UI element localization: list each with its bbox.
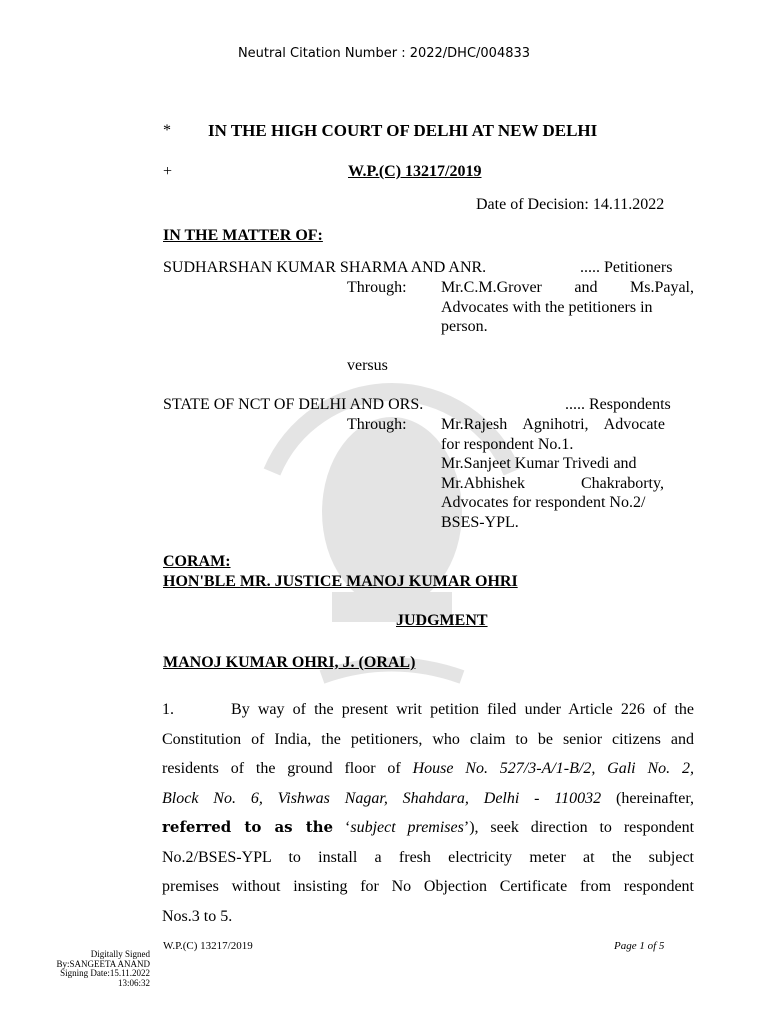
paragraph-text: ‘ (333, 819, 351, 836)
petitioner-counsel-line: person. (441, 318, 488, 335)
respondent-through: Through: (347, 416, 407, 433)
versus-label: versus (347, 357, 388, 374)
respondent-counsel-line: Mr.Sanjeet Kumar Trivedi and (441, 455, 637, 472)
petitioner-name: SUDHARSHAN KUMAR SHARMA AND ANR. (163, 259, 487, 276)
respondent-counsel-line: for respondent No.1. (441, 436, 574, 453)
signature-line: By:SANGEETA ANAND (56, 958, 150, 969)
digital-signature (30, 950, 150, 988)
judgment-heading: JUDGMENT (396, 612, 488, 629)
petitioner-through: Through: (347, 279, 407, 296)
defined-term: subject premises (350, 819, 464, 836)
paragraph-line: Nos.3 to 5. (162, 907, 233, 925)
footer-page-number: Page 1 of 5 (614, 940, 665, 952)
petitioner-counsel-line: Advocates with the petitioners in (441, 299, 653, 316)
case-number: W.P.(C) 13217/2019 (348, 163, 482, 180)
signature-line: 13:06:32 (117, 977, 150, 988)
paragraph-line: 1. By way of the present writ petition filed under Article 226 of the (162, 701, 694, 718)
author-line: MANOJ KUMAR OHRI, J. (ORAL) (163, 654, 416, 671)
signature-line: Signing Date:15.11.2022 (60, 968, 150, 978)
court-seal-watermark (232, 322, 552, 702)
plus-marker: + (163, 163, 173, 180)
respondent-role: ..... Respondents (565, 396, 671, 413)
paragraph-line (162, 784, 694, 814)
paragraph-line (162, 754, 694, 784)
paragraph-text: (hereinafter, (601, 789, 694, 807)
paragraph-line: Constitution of India, the petitioners, who claim to be senior citizens and (162, 730, 694, 748)
signature-line: Digitally Signed (90, 949, 150, 959)
petitioner-role: ..... Petitioners (580, 259, 673, 276)
defined-term-intro: referred to as the (162, 818, 334, 836)
paragraph-line (162, 813, 694, 843)
court-title: IN THE HIGH COURT OF DELHI AT NEW DELHI (208, 121, 598, 140)
coram-judge: HON'BLE MR. JUSTICE MANOJ KUMAR OHRI (163, 573, 518, 590)
footer-case-number: W.P.(C) 13217/2019 (163, 940, 253, 952)
respondent-counsel-line: Advocates for respondent No.2/ (441, 494, 646, 511)
paragraph-text: residents of the ground floor of (162, 760, 413, 777)
paragraph-line: premises without insisting for No Objection Certificate from respondent (162, 878, 694, 895)
premises-address: House No. 527/3-A/1-B/2, Gali No. 2, (412, 760, 694, 777)
petitioner-counsel-line: Mr.C.M.Grover and Ms.Payal, (441, 279, 694, 296)
paragraph-line: No.2/BSES-YPL to install a fresh electricity meter at the subject (162, 848, 694, 866)
star-marker: * (163, 122, 171, 139)
decision-date: Date of Decision: 14.11.2022 (476, 196, 665, 213)
premises-address: Block No. 6, Vishwas Nagar, Shahdara, Delhi - 110032 (162, 789, 602, 807)
matter-heading: IN THE MATTER OF: (163, 227, 323, 244)
paragraph-text: ’), seek direction to respondent (463, 819, 695, 836)
respondent-name: STATE OF NCT OF DELHI AND ORS. (163, 396, 424, 413)
neutral-citation: Neutral Citation Number : 2022/DHC/004833 (237, 46, 531, 61)
respondent-counsel-line: Mr.Abhishek Chakraborty, (441, 475, 664, 492)
paragraph-1 (162, 695, 694, 931)
respondent-counsel-line: BSES-YPL. (441, 514, 519, 531)
coram-label: CORAM: (163, 553, 231, 570)
respondent-counsel-line: Mr.Rajesh Agnihotri, Advocate (441, 416, 665, 433)
